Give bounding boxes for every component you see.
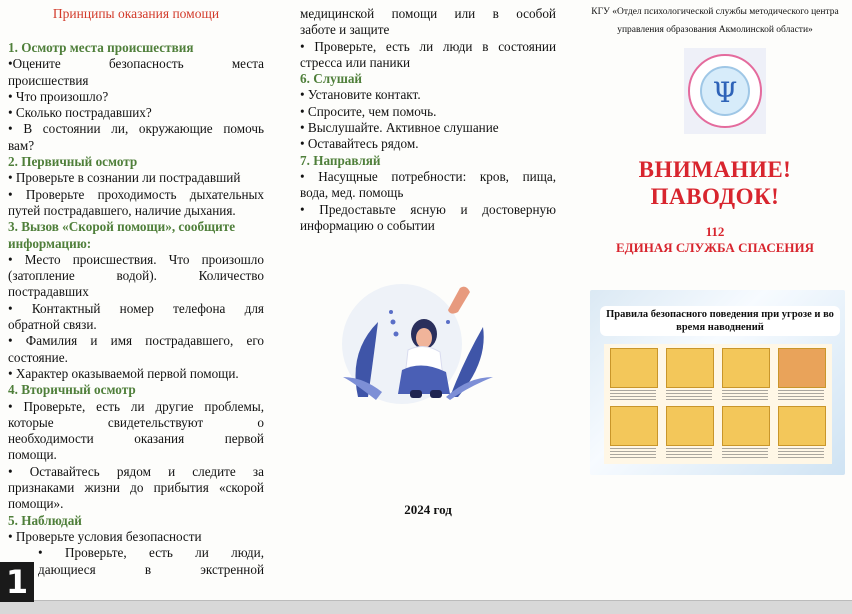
section-6-heading: 6. Слушай — [300, 71, 363, 87]
text-line: • Выслушайте. Активное слушание — [300, 120, 499, 136]
text-line: обратной связи. — [8, 317, 97, 333]
alert-attention: ВНИМАНИЕ! — [638, 157, 792, 182]
svg-text:Ψ: Ψ — [712, 76, 738, 109]
poster-tile — [722, 348, 770, 388]
text-line: путей пострадавшего, наличие дыхания. — [8, 202, 236, 218]
section-3-heading-cont: информацию: — [8, 235, 92, 251]
text-line: стресса или паники — [300, 54, 411, 70]
text-line: пострадавших — [8, 284, 89, 300]
text-line: • Проверьте, есть ли люди в состоянии — [300, 38, 556, 54]
text-line: •Оцените безопасность места — [8, 56, 264, 72]
poster-caption — [666, 448, 712, 458]
reaching-hand — [448, 287, 470, 314]
support-illustration — [338, 282, 498, 408]
text-line: • Характер оказываемой первой помощи. — [8, 365, 239, 381]
text-line: которые свидетельствуют о — [8, 414, 264, 430]
bottom-edge-strip — [0, 600, 852, 614]
text-line: • Сколько пострадавших? — [8, 105, 152, 121]
text-line: медицинской помощи или в особой — [300, 6, 556, 21]
text-line: • Насущные потребности: кров, пища, — [300, 168, 556, 184]
page-number-badge: 1 — [0, 562, 34, 602]
principles-title: Принципы оказания помощи — [52, 6, 220, 21]
text-line: • Место происшествия. Что произошло — [8, 251, 264, 267]
poster-tile — [722, 406, 770, 446]
section-7-heading: 7. Направляй — [300, 152, 381, 168]
psychology-service-logo — [684, 48, 766, 134]
poster-tile — [610, 348, 658, 388]
flood-safety-poster — [590, 290, 845, 475]
flood-alert-block — [584, 156, 846, 256]
text-line: (затопление водой). Количество — [8, 268, 264, 284]
text-line: • Оставайтесь рядом и следите за — [8, 463, 264, 479]
text-line: вода, мед. помощь — [300, 185, 404, 201]
organization-line-2: управления образования Акмолинской области» — [617, 25, 813, 35]
text-line: • Фамилия и имя пострадавшего, его — [8, 333, 264, 349]
text-line: необходимости оказания первой — [8, 431, 264, 447]
text-line: признаками жизни до прибытия «скорой — [8, 480, 264, 496]
column-cover — [584, 0, 846, 36]
poster-title: Правила безопасного поведения при угрозе и во время наводнений — [600, 306, 840, 336]
text-line: • Контактный номер телефона для — [8, 300, 264, 316]
text-line: • В состоянии ли, окружающие помочь — [8, 121, 264, 137]
text-line: • Оставайтесь рядом. — [300, 136, 419, 152]
text-line: • Что произошло? — [8, 88, 109, 104]
poster-tile — [666, 406, 714, 446]
section-4-heading: 4. Вторичный осмотр — [8, 382, 136, 398]
text-line: • Предоставьте ясную и достоверную — [300, 201, 556, 217]
text-line: помощи». — [8, 496, 64, 512]
text-line: • Проверьте, есть ли другие проблемы, — [8, 398, 264, 414]
poster-caption — [610, 448, 656, 458]
text-line: • Спросите, чем помочь. — [300, 103, 437, 119]
text-line: • Проверьте проходимость дыхательных — [8, 186, 264, 202]
text-line: • Установите контакт. — [300, 87, 421, 103]
poster-tile — [778, 406, 826, 446]
text-line: • Проверьте, есть ли люди, — [38, 545, 264, 561]
poster-panel — [604, 344, 832, 464]
poster-caption — [778, 390, 824, 400]
column-first-aid-principles — [8, 0, 264, 578]
text-line: происшествия — [8, 72, 89, 88]
alert-flood: ПАВОДОК! — [650, 184, 780, 209]
text-line: помощи. — [8, 447, 57, 463]
column-continued-principles — [300, 6, 556, 234]
poster-tile — [778, 348, 826, 388]
poster-caption — [778, 448, 824, 458]
text-line: • Проверьте условия безопасности — [8, 528, 202, 544]
section-1-heading: 1. Осмотр места происшествия — [8, 40, 194, 55]
poster-caption — [610, 390, 656, 400]
section-5-heading: 5. Наблюдай — [8, 512, 82, 528]
poster-caption — [722, 390, 768, 400]
section-2-heading: 2. Первичный осмотр — [8, 154, 138, 170]
emergency-service-name: ЕДИНАЯ СЛУЖБА СПАСЕНИЯ — [616, 240, 814, 255]
organization-line-1: КГУ «Отдел психологической службы методического центра — [591, 7, 839, 17]
emergency-number: 112 — [705, 224, 725, 239]
text-line: состояние. — [8, 349, 68, 365]
poster-tile — [666, 348, 714, 388]
section-3-heading: 3. Вызов «Скорой помощи», сообщите — [8, 219, 236, 235]
poster-caption — [666, 390, 712, 400]
poster-tile — [610, 406, 658, 446]
poster-caption — [722, 448, 768, 458]
text-line: • Проверьте в сознании ли пострадавший — [8, 170, 241, 186]
text-line: дающиеся в экстренной — [38, 561, 264, 577]
text-line: информацию о событии — [300, 217, 435, 233]
text-line: заботе и защите — [300, 22, 390, 38]
text-line: вам? — [8, 137, 35, 153]
publication-year: 2024 год — [404, 502, 452, 517]
